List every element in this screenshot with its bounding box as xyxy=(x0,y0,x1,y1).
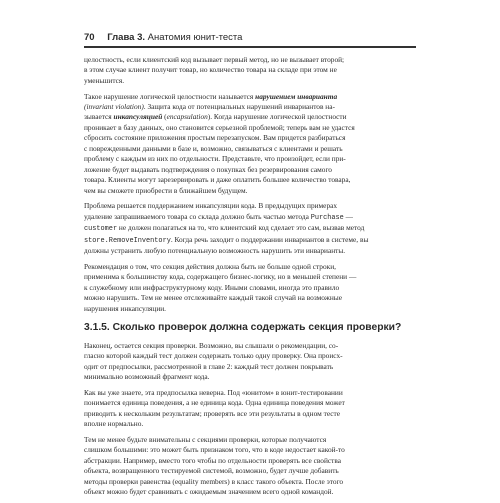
text-line: Проблема решается поддержанием инкапсуляции кода. В предыдущих примерах xyxy=(84,201,338,211)
paragraph-4 xyxy=(84,262,416,314)
text-line xyxy=(84,112,416,122)
text-line: Тем не менее будьте внимательны с секциями проверки, которые получаются xyxy=(84,434,327,444)
text-line: применима к большинству кода, содержащего бизнес-логику, но в меньшей степени — xyxy=(84,272,357,282)
text-line: абстракции. Например, вместо того чтобы по отдельности проверять все свойства xyxy=(84,455,341,465)
text-run: — xyxy=(343,211,353,221)
text-line: к служебному или инфраструктурному коду. Иными словами, иногда это правило xyxy=(84,282,340,292)
text-run: ). Когда нарушение логической целостности xyxy=(207,112,347,122)
text-line xyxy=(84,92,416,102)
text-line: слишком большими: это может быть признаком того, что в коде недостает какой-то xyxy=(84,445,345,455)
term-english: (invariant violation) xyxy=(84,102,144,111)
text-run: зывается xyxy=(84,112,114,122)
text-line: можно нарушить. Тем не менее отслеживайте каждый такой случай на возможные xyxy=(84,293,342,303)
text-line: методы проверки равенства (equality members) в класс такого объекта. После этого xyxy=(84,476,344,486)
text-line: объекта, возвращенного тестируемой системой, возможно, будет лучше добавить xyxy=(84,466,339,476)
paragraph-2 xyxy=(84,92,416,197)
chapter-title: Анатомия юнит-теста xyxy=(147,32,243,43)
text-line: сбросить состояние приложения простым перезапуском. Вам придется разбираться xyxy=(84,133,346,143)
text-line: товара. Клиенты могут зарезервировать и даже оплатить большее количество товара, xyxy=(84,175,351,185)
code-customer: customer xyxy=(84,225,118,234)
text-line: приводить к нескольким результатам; проверять все эти результаты в одном тесте xyxy=(84,408,340,418)
code-remove-inventory: store.RemoveInventory xyxy=(84,236,171,245)
paragraph-1 xyxy=(84,55,416,86)
text-line: Рекомендация о том, что секция действия должна быть не больше одной строки, xyxy=(84,261,336,271)
chapter-label: Глава 3. xyxy=(107,32,146,43)
paragraph-7 xyxy=(84,435,416,498)
term-encapsulation: инкапсуляцией xyxy=(113,112,163,122)
text-line: проникает в базу данных, оно становится серьезной проблемой; теперь вам не удастся xyxy=(84,122,355,132)
text-run: удаление запрашиваемого товара со склада должно быть частью метода xyxy=(84,211,311,221)
text-line xyxy=(84,235,416,246)
text-run: . Когда речь заходит о поддержании инвариантов в системе, вы xyxy=(170,234,369,244)
text-line: минимально возможный фрагмент кода. xyxy=(84,372,210,382)
text-line: ложение будет выдавать подтверждения о покупках без резервирования самого xyxy=(84,164,332,174)
text-line: понимается единица поведения, а не единица кода. Одна единица поведения может xyxy=(84,398,345,408)
page-body xyxy=(84,55,416,503)
text-line: с поврежденными данными в базе и, возможно, связываться с клиентами и решать xyxy=(84,143,343,153)
text-line: Как вы уже знаете, эта предпосылка неверна. Под «юнитом» в юнит-тестировании xyxy=(84,387,343,397)
text-run: ( xyxy=(162,112,167,122)
text-line: одит от предпосылки, рассмотренной в главе 2: каждый тест должен покрывать xyxy=(84,361,334,371)
header-rule xyxy=(84,46,416,48)
text-line: проблему с каждым из них по отдельности. Представьте, что произойдет, если при- xyxy=(84,154,346,164)
running-header xyxy=(84,32,416,44)
paragraph-3 xyxy=(84,201,416,256)
text-line: чем вы сможете приобрести в ближайшем будущем. xyxy=(84,185,248,195)
text-line: объект можно будет сравнивать с ожидаемым значением всего одной командой. xyxy=(84,487,334,497)
text-line: Наконец, остается секция проверки. Возможно, вы слышали о рекомендации, со- xyxy=(84,340,339,350)
paragraph-5 xyxy=(84,341,416,383)
text-run: . Защита кода от потенциальных нарушений инвариантов на- xyxy=(143,102,335,111)
term-invariant-violation: нарушением инварианта xyxy=(255,91,338,101)
text-run: Такое нарушение логической целостности называется xyxy=(84,91,256,101)
text-line: нарушения инкапсуляции. xyxy=(84,303,167,313)
code-purchase: Purchase xyxy=(310,213,344,222)
text-line xyxy=(84,223,416,234)
paragraph-6 xyxy=(84,388,416,430)
section-heading: 3.1.5. Сколько проверок должна содержать секция проверки? xyxy=(84,321,402,333)
text-line: вполне нормально. xyxy=(84,419,144,429)
page-number: 70 xyxy=(84,32,95,43)
term-english: encapsulation xyxy=(166,112,208,122)
text-line: уменьшится. xyxy=(84,75,125,85)
text-line: гласно которой каждый тест должен содержать только одну проверку. Она происх- xyxy=(84,351,343,361)
text-line: в этом случае клиент получит товар, но количество товара на складе при этом не xyxy=(84,65,337,75)
text-run: не должен полагаться на то, что клиентский код сделает это сам, вызвав метод xyxy=(117,223,365,233)
text-line: целостность, если клиентский код вызывает первый метод, но не вызывает второй; xyxy=(84,55,345,64)
text-line: должны устранить любую потенциальную возможность нарушить эти инварианты. xyxy=(84,246,346,256)
text-line xyxy=(84,102,416,112)
text-line xyxy=(84,212,416,223)
